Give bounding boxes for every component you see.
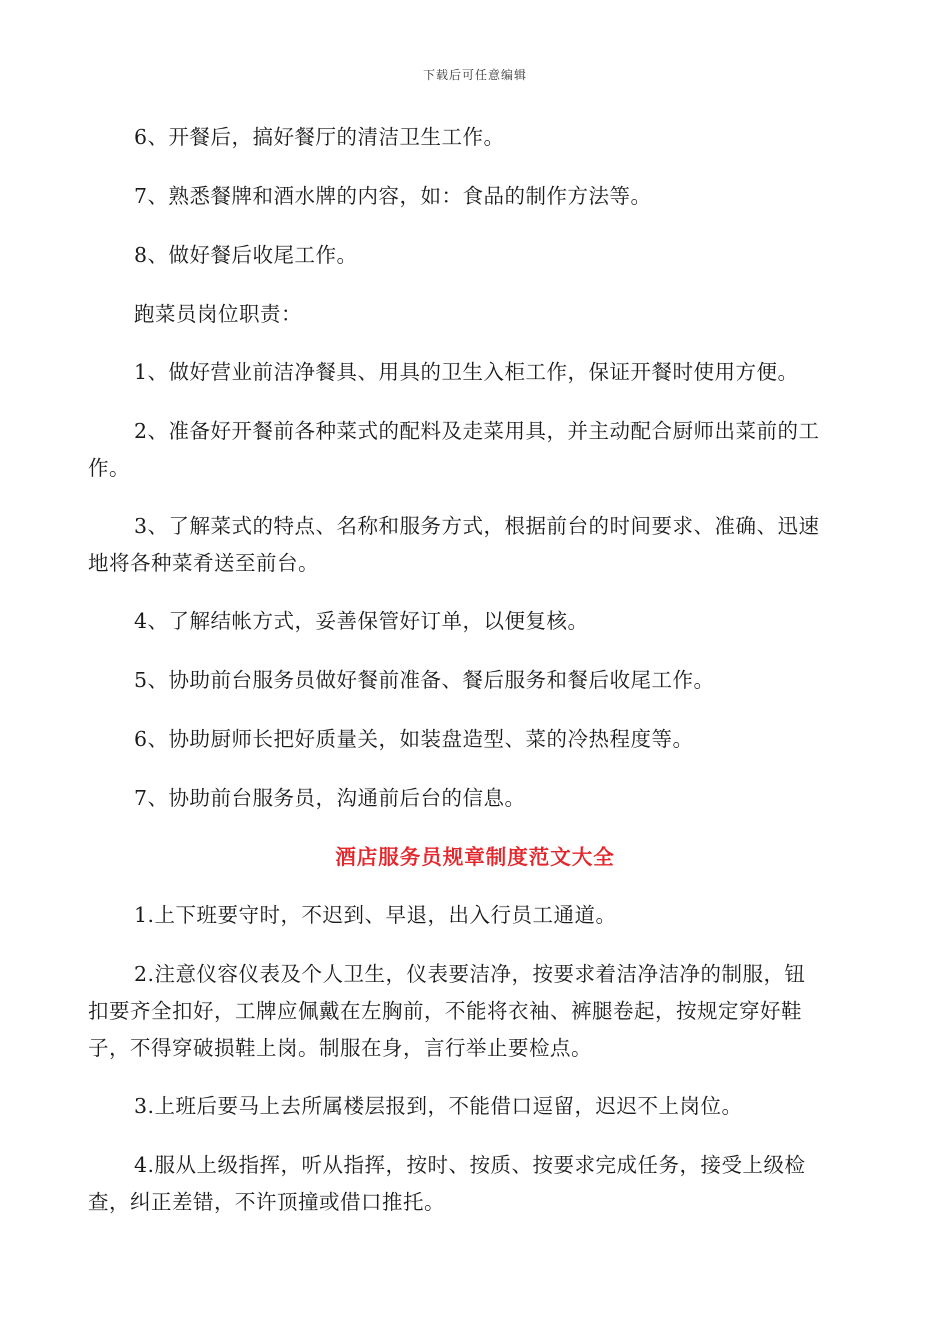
page-header: 下载后可任意编辑 xyxy=(422,68,527,82)
runner-item-2-line-2: 作。 xyxy=(88,456,130,480)
runner-item-1: 1、做好营业前洁净餐具、用具的卫生入柜工作，保证开餐时使用方便。 xyxy=(134,360,799,384)
rule-2-line-3: 子，不得穿破损鞋上岗。制服在身，言行举止要检点。 xyxy=(88,1036,592,1060)
duty-item-6: 6、开餐后，搞好餐厅的清洁卫生工作。 xyxy=(134,125,505,149)
runner-item-6: 6、协助厨师长把好质量关，如装盘造型、菜的冷热程度等。 xyxy=(134,727,694,751)
section-title: 酒店服务员规章制度范文大全 xyxy=(335,845,615,869)
rule-2-line-1: 2.注意仪容仪表及个人卫生，仪表要洁净，按要求着洁净洁净的制服，钮 xyxy=(134,962,806,986)
rule-1: 1.上下班要守时，不迟到、早退，出入行员工通道。 xyxy=(134,903,617,927)
runner-heading: 跑菜员岗位职责： xyxy=(134,302,302,326)
duty-item-8: 8、做好餐后收尾工作。 xyxy=(134,243,358,267)
runner-item-7: 7、协助前台服务员，沟通前后台的信息。 xyxy=(134,786,526,810)
rule-2-line-2: 扣要齐全扣好，工牌应佩戴在左胸前，不能将衣袖、裤腿卷起，按规定穿好鞋 xyxy=(88,999,802,1023)
rule-3: 3.上班后要马上去所属楼层报到，不能借口逗留，迟迟不上岗位。 xyxy=(134,1094,743,1118)
duty-item-7: 7、熟悉餐牌和酒水牌的内容，如：食品的制作方法等。 xyxy=(134,184,652,208)
runner-item-3-line-2: 地将各种菜肴送至前台。 xyxy=(88,551,319,575)
runner-item-5: 5、协助前台服务员做好餐前准备、餐后服务和餐后收尾工作。 xyxy=(134,668,715,692)
runner-item-3-line-1: 3、了解菜式的特点、名称和服务方式，根据前台的时间要求、准确、迅速 xyxy=(134,514,820,538)
rule-4-line-1: 4.服从上级指挥，听从指挥，按时、按质、按要求完成任务，接受上级检 xyxy=(134,1153,806,1177)
rule-4-line-2: 查，纠正差错，不许顶撞或借口推托。 xyxy=(88,1190,445,1214)
runner-item-2-line-1: 2、准备好开餐前各种菜式的配料及走菜用具，并主动配合厨师出菜前的工 xyxy=(134,419,820,443)
runner-item-4: 4、了解结帐方式，妥善保管好订单，以便复核。 xyxy=(134,609,589,633)
